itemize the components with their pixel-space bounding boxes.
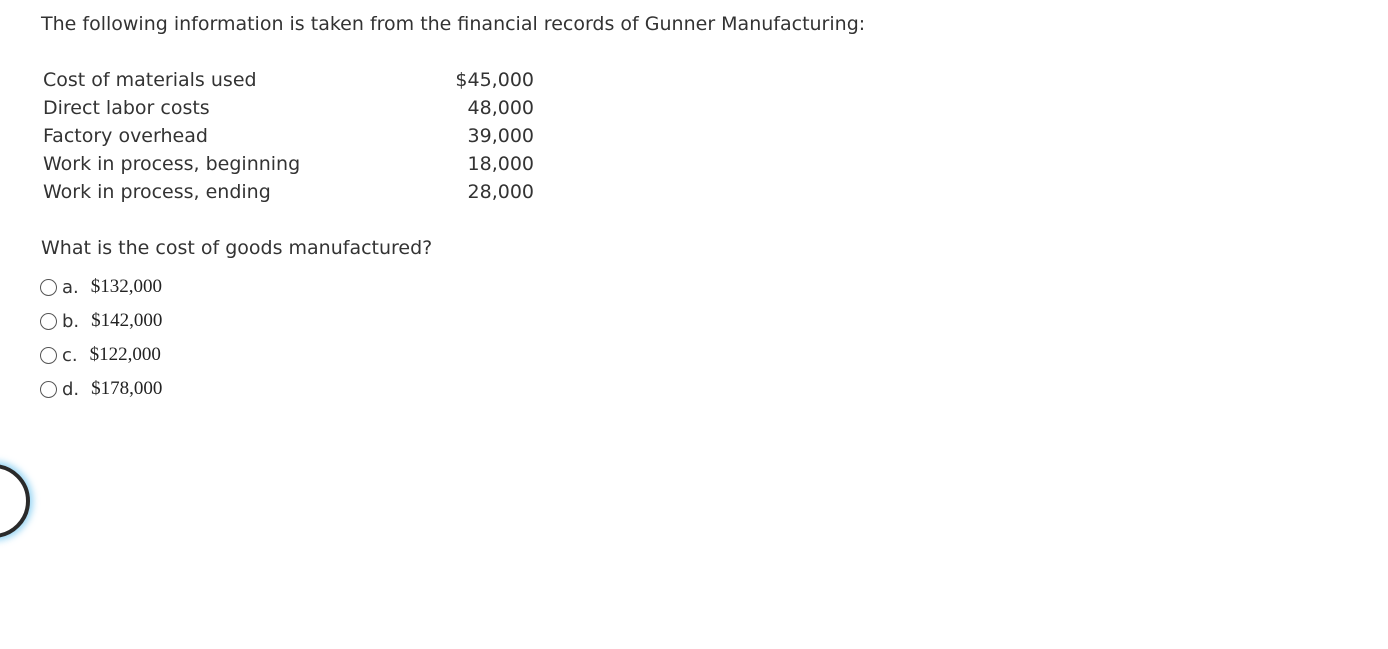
option-d[interactable] (40, 372, 162, 406)
record-amount: 39,000 (467, 125, 534, 147)
record-label: Work in process, ending (43, 181, 271, 203)
option-letter: a. (62, 276, 79, 298)
option-c[interactable] (40, 338, 162, 372)
record-label: Direct labor costs (43, 97, 210, 119)
circle-handle-icon[interactable] (0, 464, 30, 538)
record-label: Work in process, beginning (43, 153, 301, 175)
option-letter: c. (62, 344, 78, 366)
record-label: Factory overhead (43, 125, 208, 147)
table-row (43, 178, 534, 206)
answer-options (40, 270, 162, 406)
option-letter: b. (62, 310, 80, 332)
table-row (43, 66, 534, 94)
radio-unselected-icon[interactable] (40, 347, 57, 364)
financial-records-table (43, 66, 534, 206)
table-row (43, 122, 534, 150)
intro-text: The following information is taken from the financial records of Gunner Manufacturing: (41, 13, 866, 35)
option-value: $142,000 (91, 310, 163, 331)
radio-unselected-icon[interactable] (40, 279, 57, 296)
table-row (43, 150, 534, 178)
record-amount: 18,000 (467, 153, 534, 175)
table-row (43, 94, 534, 122)
option-letter: d. (62, 378, 80, 400)
record-amount: 48,000 (467, 97, 534, 119)
option-value: $122,000 (89, 344, 161, 365)
option-value: $178,000 (91, 378, 163, 399)
option-b[interactable] (40, 304, 162, 338)
radio-unselected-icon[interactable] (40, 313, 57, 330)
record-amount: 28,000 (467, 181, 534, 203)
radio-unselected-icon[interactable] (40, 381, 57, 398)
record-label: Cost of materials used (43, 69, 257, 91)
option-value: $132,000 (90, 276, 163, 297)
record-amount: $45,000 (455, 69, 534, 91)
question-text: What is the cost of goods manufactured? (41, 237, 433, 259)
option-a[interactable] (40, 270, 162, 304)
